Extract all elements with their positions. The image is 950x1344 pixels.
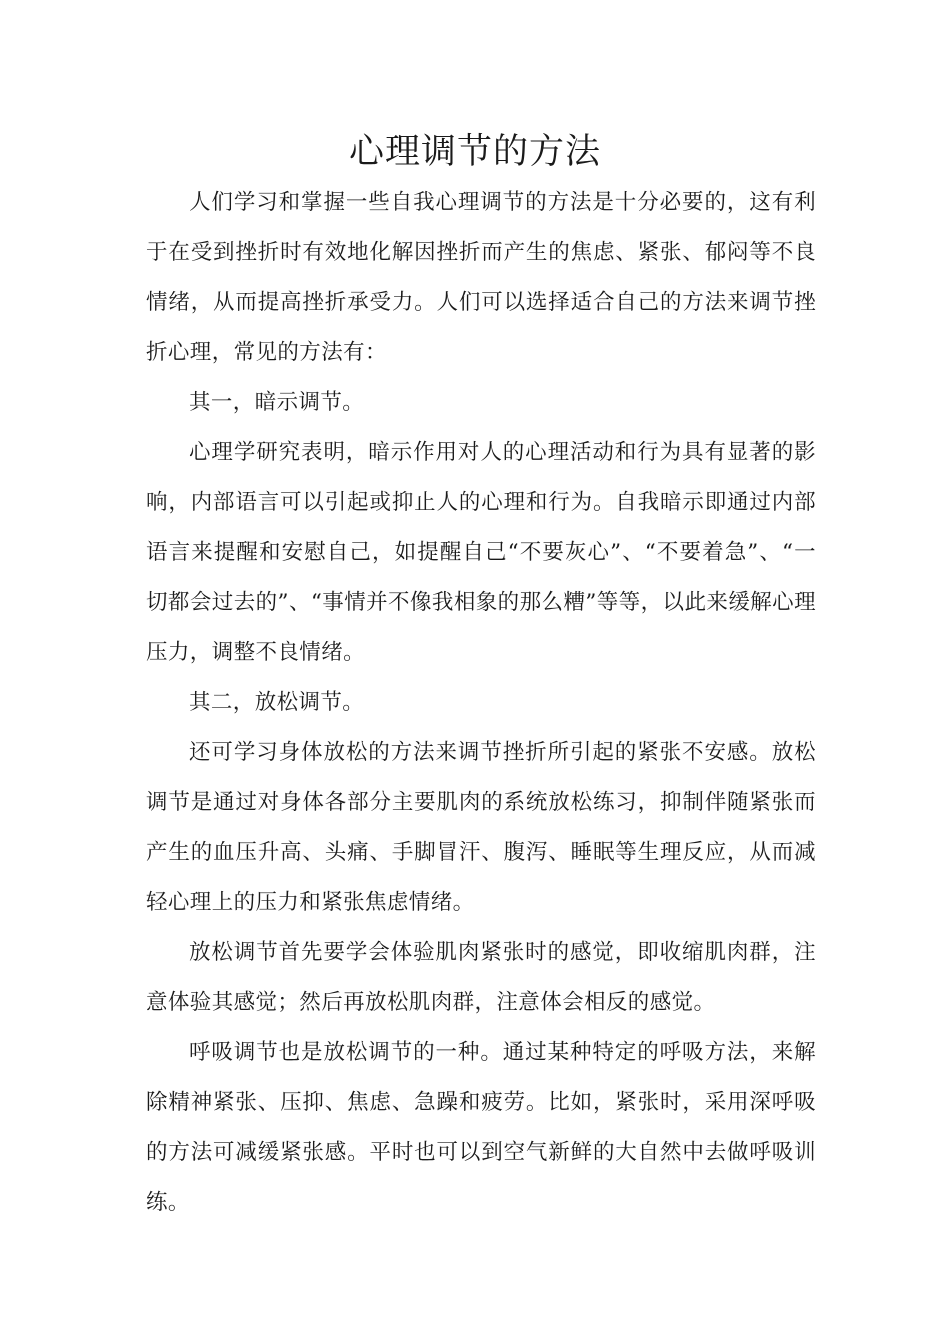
paragraph-intro: 人们学习和掌握一些自我心理调节的方法是十分必要的，这有利于在受到挫折时有效地化解因挫折而产生的焦虑、紧张、郁闷等不良情绪，从而提高挫折承受力。人们可以选择适合自己的方法来调节挫折心理，常见的方法有： [146,190,816,365]
paragraph-suggestion-detail: 心理学研究表明，暗示作用对人的心理活动和行为具有显著的影响，内部语言可以引起或抑止人的心理和行为。自我暗示即通过内部语言来提醒和安慰自己，如提醒自己“不要灰心”、“不要着急”、“一切都会过去的”、“事情并不像我相象的那么糟”等等，以此来缓解心理压力，调整不良情绪。 [146,440,816,665]
paragraph-breathing: 呼吸调节也是放松调节的一种。通过某种特定的呼吸方法，来解除精神紧张、压抑、焦虑、急躁和疲劳。比如，紧张时，采用深呼吸的方法可减缓紧张感。平时也可以到空气新鲜的大自然中去做呼吸训练。 [146,1040,816,1215]
paragraph-relaxation-method: 放松调节首先要学会体验肌肉紧张时的感觉，即收缩肌肉群，注意体验其感觉；然后再放松肌肉群，注意体会相反的感觉。 [146,940,816,1015]
paragraph-heading-relaxation: 其二，放松调节。 [189,690,365,715]
document-title: 心理调节的方法 [348,132,601,172]
document-body [146,178,816,1228]
paragraph-relaxation-detail: 还可学习身体放松的方法来调节挫折所引起的紧张不安感。放松调节是通过对身体各部分主要肌肉的系统放松练习，抑制伴随紧张而产生的血压升高、头痛、手脚冒汗、腹泻、睡眠等生理反应，从而减轻心理上的压力和紧张焦虑情绪。 [146,740,816,915]
paragraph-heading-suggestion: 其一，暗示调节。 [189,390,365,415]
